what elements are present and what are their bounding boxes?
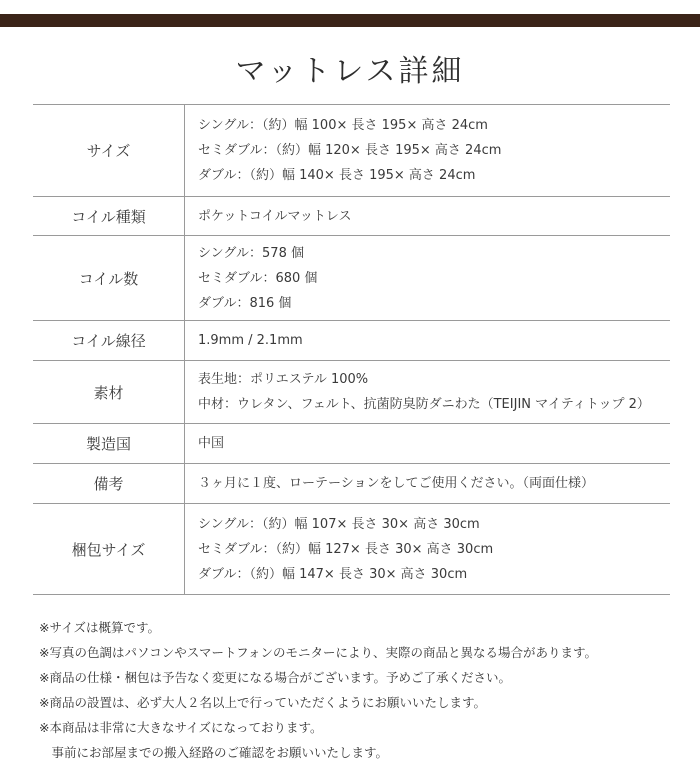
spec-row [33,321,670,361]
spec-value [185,321,671,361]
spec-value-line: セミダブル：（約）幅 120× 長さ 195× 高さ 24cm [198,143,502,158]
spec-value [185,236,671,321]
spec-label: コイル種類 [33,197,185,236]
spec-value-line: ３ヶ月に１度、ローテーションをしてご使用ください。（両面仕様） [198,476,594,491]
note-line: 事前にお部屋までの搬入経路のご確認をお願いいたします。 [39,745,389,760]
spec-row [33,504,670,595]
spec-value [185,105,671,197]
spec-value-line: 表生地：ポリエステル 100% [198,372,369,387]
spec-value-line: セミダブル：（約）幅 127× 長さ 30× 高さ 30cm [198,541,494,557]
spec-value [185,464,671,504]
notes-section [39,615,679,765]
spec-value-line: 1.9mm / 2.1mm [198,333,303,348]
spec-value-line: セミダブル：680 個 [198,270,318,286]
spec-value-line: シングル：（約）幅 100× 長さ 195× 高さ 24cm [198,118,488,133]
spec-value-line: ポケットコイルマットレス [198,208,352,224]
page-title: マットレス詳細 [235,54,465,89]
spec-label: コイル数 [33,236,185,321]
spec-table [33,104,670,595]
spec-label: 製造国 [33,424,185,464]
spec-row [33,236,670,321]
spec-value-line: ダブル：（約）幅 140× 長さ 195× 高さ 24cm [198,168,476,183]
spec-label: 素材 [33,361,185,424]
note-line: ※サイズは概算です。 [39,620,160,635]
spec-value-line: 中国 [198,436,225,451]
spec-value-line: ダブル：816 個 [198,295,292,311]
spec-row [33,361,670,424]
spec-value-line: シングル：（約）幅 107× 長さ 30× 高さ 30cm [198,516,480,532]
spec-value-line: シングル：578 個 [198,245,304,261]
note-line: ※商品の設置は、必ず大人２名以上で行っていただくようにお願いいたします。 [39,695,486,710]
spec-label: サイズ [33,105,185,197]
spec-row [33,464,670,504]
note-line: ※本商品は非常に大きなサイズになっております。 [39,720,323,735]
spec-value-line: ダブル：（約）幅 147× 長さ 30× 高さ 30cm [198,566,468,582]
spec-label: 備考 [33,464,185,504]
spec-row [33,197,670,236]
note-line: ※写真の色調はパソコンやスマートフォンのモニターにより、実際の商品と異なる場合があります。 [39,645,597,660]
note-line: ※商品の仕様・梱包は予告なく変更になる場合がございます。予めご了承ください。 [39,670,511,685]
spec-value-line: 中材：ウレタン、フェルト、抗菌防臭防ダニわた（TEIJIN マイティトップ 2） [198,397,650,412]
spec-value [185,504,671,595]
spec-row [33,424,670,464]
spec-label: コイル線径 [33,321,185,361]
spec-label: 梱包サイズ [33,504,185,595]
spec-value [185,424,671,464]
spec-row [33,105,670,197]
spec-value [185,361,671,424]
spec-value [185,197,671,236]
header-bar [0,14,700,27]
